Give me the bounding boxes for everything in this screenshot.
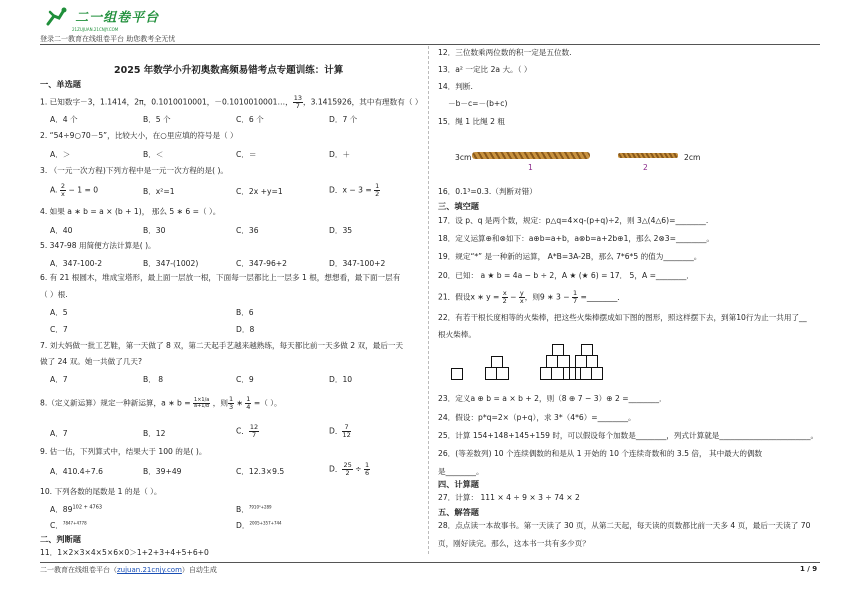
q8-option-b[interactable]: B．12: [143, 429, 166, 438]
q1-option-c[interactable]: C．6 个: [236, 115, 264, 124]
question-17: 17．设 p、q 是两个数，规定：p△q=4×q-(p+q)÷2，则 3△(4△6)=________.: [438, 216, 709, 225]
question-1: [40, 95, 422, 110]
runner-logo-icon: [44, 6, 70, 28]
logo-subtext: 21ZUJUAN.21CNJY.COM: [72, 27, 119, 32]
question-9: 9. 估一估，下列算式中，结果大于 100 的是( )。: [40, 447, 207, 456]
question-10: 10. 下列各数的尾数是 1 的是（ ）。: [40, 487, 162, 496]
question-4: 4. 如果 a ∗ b = a × (b + 1)， 那么 5 ∗ 6 =（ ）。: [40, 207, 221, 216]
question-7-cont: 做了 24 双。她一共做了几天?: [40, 357, 143, 366]
question-5: 5. 347-98 用简便方法计算是( )。: [40, 241, 156, 250]
q10-option-a[interactable]: A．$89^{102 + 4763}$: [50, 504, 103, 514]
section-calculation: 四、计算题: [438, 479, 479, 489]
question-23: 23．定义a ⊕ b = a × b + 2，则（8 ⊕ 7 − 3）⊕ 2 =________．: [438, 394, 667, 403]
column-divider: [428, 46, 429, 554]
question-11: 11．1×2×3×4×5×6×0＞1+2+3+4+5+6+0: [40, 548, 209, 557]
question-24: 24．假设：p*q=2×（p+q），求 3*（4*6）=________。: [438, 413, 636, 422]
q1-option-b[interactable]: B．5 个: [143, 115, 171, 124]
q7-option-b[interactable]: B． 8: [143, 375, 164, 384]
footer-link[interactable]: zujuan.21cnjy.com: [117, 566, 182, 574]
q1-option-d[interactable]: D．7 个: [329, 115, 358, 124]
q3-option-c[interactable]: C．2x +y=1: [236, 187, 283, 196]
question-28: 28．点点读一本故事书。第一天读了 30 页，从第二天起，每天读的页数都比前一天多 4 页，最后一天读了 70: [438, 521, 811, 530]
question-19: 19．规定“*” 是一种新的运算， A*B=3A-2B，那么 7*6*5 的值为________。: [438, 252, 702, 261]
question-6-cont: （ ）根.: [40, 290, 68, 299]
q7-option-a[interactable]: A．7: [50, 375, 68, 384]
question-3: 3. （一元一次方程)下列方程中是一元一次方程的是( )。: [40, 166, 229, 175]
question-8: 8.（定义新运算）规定一种新运算，a ∗ b = $\frac{1\times 1/a}{a+1/b}$ ，则 $\frac{1}{3}$ ∗ $\frac{1}{4}$ =（ ）。: [40, 395, 282, 411]
fraction: $\frac{1}{2}$: [375, 182, 380, 198]
nested-fraction: $\frac{1\times 1/a}{a+1/b}$: [194, 397, 210, 409]
page-title: 2025 年数学小升初奥数高频易错考点专题训练：计算: [114, 65, 344, 76]
q7-option-c[interactable]: C．9: [236, 375, 254, 384]
q9-option-a[interactable]: A．410.4÷7.6: [50, 467, 103, 476]
q8-option-c[interactable]: C． $\frac{12}{7}$: [236, 423, 259, 439]
q5-option-a[interactable]: A．347-100-2: [50, 259, 103, 268]
q8-option-d[interactable]: D． $\frac{7}{12}$: [329, 423, 351, 439]
fraction: $\frac{25}{2}$: [343, 461, 352, 477]
q4-option-b[interactable]: B．30: [143, 226, 166, 235]
fraction: $\frac{1}{6}$: [364, 461, 370, 477]
question-21: 21．假设x ∗ y = $\frac{x}{2}$ − $\frac{y}{x}$ ，则9 ∗ 3 − $\frac{1}{7}$ =________．: [438, 289, 625, 305]
rope-1-number: 1: [528, 163, 533, 172]
q9-option-b[interactable]: B．39+49: [143, 467, 182, 476]
matchstick-figure-4: [557, 344, 605, 380]
q3-option-d[interactable]: D．x − 3 = $\frac{1}{2}$: [329, 182, 380, 198]
q9-option-c[interactable]: C．12.3×9.5: [236, 467, 285, 476]
question-18: 18．定义运算⊕和⊗如下：a⊕b=a+b，a⊗b=a+2b⊕1，那么 2⊗3=________。: [438, 234, 714, 243]
fraction: $\frac{13}{7}$: [293, 94, 302, 110]
question-26-cont: 是________。: [438, 467, 484, 476]
q10-option-c[interactable]: C．$^{7847+4778}$: [50, 520, 87, 530]
section-fill-blank: 三、填空题: [438, 201, 479, 211]
q8-option-a[interactable]: A．7: [50, 429, 68, 438]
page-number: 1 / 9: [800, 565, 818, 573]
question-16: 16．0.1³=0.3.（判断对错）: [438, 187, 537, 196]
fraction: $\frac{2}{x}$: [60, 182, 66, 198]
fraction: $\frac{12}{7}$: [249, 423, 259, 439]
question-2: 2. “54÷9○70－5”，比较大小，在○里应填的符号是（ ）: [40, 131, 238, 140]
question-14: 14．判断.: [438, 82, 473, 91]
question-27: 27．计算： 111 × 4 ÷ 9 × 3 ÷ 74 × 2: [438, 493, 580, 502]
rope-1-image: [472, 152, 590, 159]
fraction: $\frac{1}{4}$: [246, 395, 251, 411]
logo-text: 二一组卷平台: [75, 10, 160, 26]
footer-divider: [40, 562, 820, 563]
header-tagline: 登录二一教育在线组卷平台 助您教考全无忧: [40, 35, 176, 43]
question-12: 12．三位数乘两位数的积一定是五位数.: [438, 48, 572, 57]
question-6: 6. 有 21 根圆木，堆成宝塔形，最上面一层放一根，下面每一层都比上一层多 1 根，想想看，最下面一层有: [40, 273, 401, 282]
header-divider: [40, 44, 820, 45]
section-single-choice: 一、单选题: [40, 79, 81, 89]
q4-option-a[interactable]: A．40: [50, 226, 73, 235]
fraction: $\frac{1}{7}$: [572, 289, 578, 305]
q9-option-d[interactable]: D． $\frac{25}{2}$ ÷ $\frac{1}{6}$: [329, 461, 370, 477]
q6-option-a[interactable]: A．5: [50, 308, 68, 317]
fraction: $\frac{x}{2}$: [502, 289, 507, 305]
q2-option-c[interactable]: C．＝: [236, 150, 257, 159]
logo: [44, 6, 159, 28]
q2-option-d[interactable]: D．＋: [329, 150, 351, 159]
rope-2-image: [618, 153, 678, 158]
q2-option-b[interactable]: B．＜: [143, 150, 164, 159]
section-true-false: 二、判断题: [40, 534, 81, 544]
q6-option-b[interactable]: B．6: [236, 308, 254, 317]
q3-option-b[interactable]: B．x²=1: [143, 187, 175, 196]
question-1-text: 1. 已知数字－3，1.1414，2π，0.1010010001，－0.1010010001…，: [40, 97, 293, 107]
rope-2-label: 2cm: [684, 153, 701, 162]
question-7: 7. 刘大妈做一批工艺鞋，第一天做了 8 双，第二天起手艺越来越熟练，每天都比前一天多做 2 双，最后一天: [40, 341, 404, 350]
footer-source: 二一教育在线组卷平台（zujuan.21cnjy.com）自动生成: [40, 566, 217, 574]
fraction: $\frac{7}{12}$: [342, 423, 351, 439]
fraction: $\frac{y}{x}$: [519, 289, 524, 305]
section-solution: 五、解答题: [438, 507, 479, 517]
question-22: 22．有若干根长度相等的火柴棒，把这些火柴棒摆成如下图的图形，照这样摆下去，到第10行为止一共用了__: [438, 313, 807, 322]
q1-option-a[interactable]: A．4 个: [50, 115, 78, 124]
q2-option-a[interactable]: A．＞: [50, 150, 71, 159]
rope-2-number: 2: [643, 163, 648, 172]
question-1-text-tail: ，3.1415926，其中有理数有（ ）: [303, 97, 423, 107]
question-26: 26．(等差数列) 10 个连续偶数的和是从 1 开始的 10 个连续奇数和的 3.5 倍， 其中最大的偶数: [438, 449, 763, 458]
q7-option-d[interactable]: D．10: [329, 375, 353, 384]
question-28-cont: 页，刚好读完。那么，这本书一共有多少页？: [438, 539, 590, 548]
question-13: 13．a² 一定比 2a 大。（ ）: [438, 65, 532, 74]
matchstick-figure-2: [485, 356, 509, 380]
q4-option-c[interactable]: C．36: [236, 226, 259, 235]
q10-option-b[interactable]: B．$^{7910^3+289}$: [236, 504, 272, 514]
matchstick-figure-1: [451, 368, 463, 380]
q4-option-d[interactable]: D．35: [329, 226, 353, 235]
q6-option-c[interactable]: C．7: [50, 325, 68, 334]
q10-option-d[interactable]: D．$^{2005+357+744}$: [236, 520, 282, 530]
q5-option-c[interactable]: C．347-96+2: [236, 259, 287, 268]
rope-1-label: 3cm: [455, 153, 472, 162]
question-15: 15．绳 1 比绳 2 粗: [438, 117, 505, 126]
question-20: 20．已知： a ★ b = 4a − b ÷ 2，A ★ (★ 6) = 17． 5，A =________．: [438, 271, 694, 280]
question-25: 25．计算 154+148+145+159 时，可以假设每个加数是________，列式计算就是________________________。: [438, 431, 819, 440]
q5-option-d[interactable]: D．347-100+2: [329, 259, 386, 268]
q5-option-b[interactable]: B．347-(1002): [143, 259, 199, 268]
fraction: $\frac{1}{3}$: [228, 395, 234, 411]
question-14-expr: －b－c=－(b+c): [448, 99, 508, 108]
q6-option-d[interactable]: D．8: [236, 325, 255, 334]
q3-option-a[interactable]: A. $\frac{2}{x}$ − 1 = 0: [50, 182, 99, 198]
question-22-cont: 根火柴棒。: [438, 330, 476, 339]
